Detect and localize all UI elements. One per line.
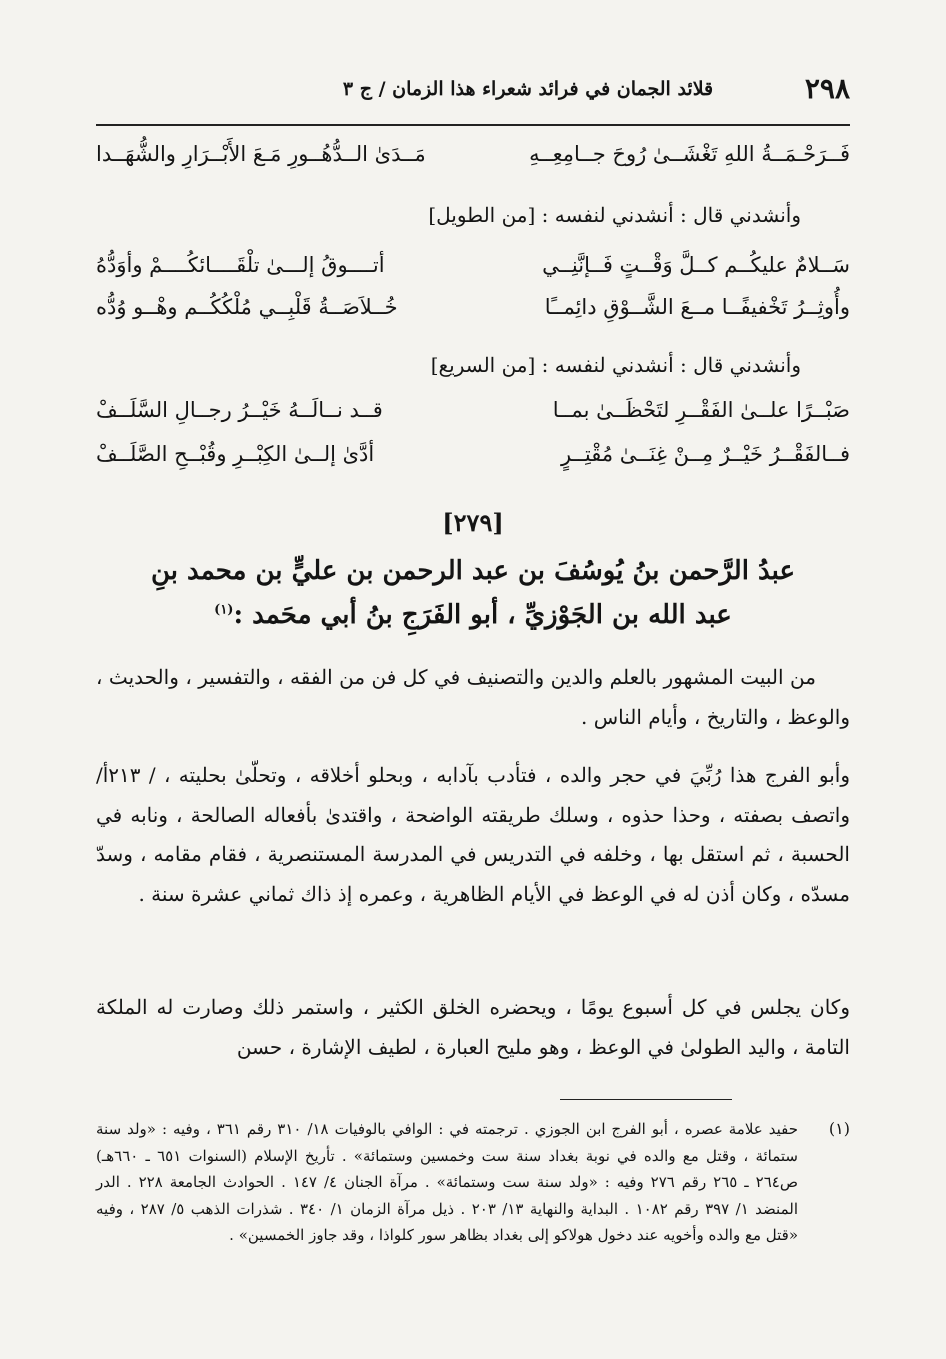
verse-second-hemistich: قــد نــالَــهُ خَيْــرُ رجــالِ السَّلَــفْ <box>96 398 383 422</box>
entry-title-line: عبدُ الرَّحمن بنُ يُوسُفَ بن عبد الرحمن بن عليٍّ بن محمد بنِ <box>150 556 796 586</box>
paragraph-text: من البيت المشهور بالعلم والدين والتصنيف في كل فن من الفقه ، والتفسير ، والحديث ، والوعظ ، والتاريخ ، وأيام الناس . <box>96 665 850 729</box>
footnote-reference[interactable]: (١) <box>214 602 234 618</box>
page-number: ٢٩٨ <box>804 72 850 105</box>
verse-first-hemistich: سَــلامٌ عليكُــم كــلَّ وَقْــتٍ فَــإنَّنِــي <box>542 253 850 277</box>
verse-first-hemistich: فــالفَقْــرُ خَيْــرٌ مِــنْ غِنَــىٰ مُقْتِــرٍ <box>561 442 850 466</box>
poem-intro <box>96 203 801 227</box>
entry-number: [٢٧٩] <box>442 508 504 537</box>
verse-line <box>96 442 850 486</box>
body-paragraph <box>96 756 850 914</box>
verse-line <box>96 398 850 442</box>
verse-first-hemistich: فَــرَحْـمَــةُ اللهِ تَغْشَــىٰ رُوحَ جــامِعِــهِ <box>529 142 850 166</box>
verse-line <box>96 253 850 297</box>
verse-second-hemistich: مَــدَىٰ الــدُّهُــورِ مَـعَ الأَبْــرَارِ والشُّهَــدا <box>96 142 426 166</box>
verse-first-hemistich: صَبْــرًا علــىٰ الفَقْــرِ لتَحْظَــىٰ بمــا <box>552 398 850 422</box>
paragraph-text: وكان يجلس في كل أسبوع يومًا ، ويحضره الخلق الكثير ، واستمر ذلك وصارت له الملكة التامة ، واليد الطولىٰ في الوعظ ، وهو مليح العبارة ، لطيف الإشارة ، حسن <box>96 995 850 1059</box>
verse-second-hemistich: أتــــوقُ إلـــىٰ تلْقَــــائكُــــمْ وأوَدُّهُ <box>96 253 385 277</box>
verse-first-hemistich: وأُوثِــرُ تَخْفيفًــا مــعَ الشَّــوْقِ دائِمــًا <box>544 295 850 319</box>
body-paragraph <box>96 988 850 1067</box>
running-title: قلائد الجمان في فرائد شعراء هذا الزمان / ج ٣ <box>342 78 714 100</box>
footnote-text: حفيد علامة عصره ، أبو الفرج ابن الجوزي . ترجمته في : الوافي بالوفيات ١٨/ ٣١٠ رقم ٣٦١ ، وفيه : «ولد سنة ستمائة ، وقتل مع والده في نوبة بغداد سنة ست وخمسين وستمائة» . تأريخ الإسلام (السنوات ٦٥١ ـ ٦٦٠هـ) ص٢٦٤ ـ ٢٦٥ رقم ٢٧٦ وفيه : «ولد سنة ست وستمائة» . مرآة الجنان ٤/ ١٤٧ . الحوادث الجامعة ٢٢٨ . الدر المنضد ١/ ٣٩٧ رقم ١٠٨٢ . البداية والنهاية ١٣/ ٢٠٣ . ذيل مرآة الزمان ١/ ٣٤٠ . شذرات الذهب ٥/ ٢٨٧ ، وفيه «قتل مع والده وأخويه عند دخول هولاكو إلى بغداد بظاهر سور كلواذا ، وقد جاوز الخمسين» . <box>96 1120 798 1244</box>
body-paragraph <box>96 658 850 737</box>
footnote-mark: (١) <box>828 1119 850 1138</box>
verse-line <box>96 142 850 186</box>
header-rule <box>96 124 850 126</box>
page-header <box>96 72 850 112</box>
entry-title-text: عبد الله بن الجَوْزيِّ ، أبو الفَرَجِ بنُ أبي محَمد : <box>233 600 732 630</box>
footnote-separator <box>560 1099 732 1100</box>
footnote <box>96 1116 850 1249</box>
verse-second-hemistich: أدَّىٰ إلــىٰ الكِبْــرِ وقُبْــحِ الصَّلَــفْ <box>96 442 375 466</box>
verse-line <box>96 295 850 339</box>
paragraph-text: وأبو الفرج هذا رُبِّيَ في حجر والده ، فتأدب بآدابه ، وبحلو أخلاقه ، وتحلّىٰ بحليته ، / ٢١٣أ/ واتصف بصفته ، وحذا حذوه ، وسلك طريقته الواضحة ، واقتدىٰ بأفعاله الصالحة ، ونابه في الحسبة ، ثم استقل بها ، وخلفه في التدريس في المدرسة المستنصرية ، فقام مقامه ، وسدّ مسدّه ، وكان أذن له في الوعظ في الأيام الظاهرية ، وعمره إذ ذاك ثماني عشرة سنة . <box>96 763 850 906</box>
poem-intro-text: وأنشدني قال : أنشدني لنفسه : [من الطويل] <box>428 203 801 227</box>
poem-intro <box>96 353 801 377</box>
entry-title-line <box>96 600 850 630</box>
verse-second-hemistich: خُــلاَصَــةُ قَلْبِــي مُلْكُكُــم وهْــو وُدُّه <box>96 295 398 319</box>
poem-intro-text: وأنشدني قال : أنشدني لنفسه : [من السريع] <box>430 353 801 377</box>
